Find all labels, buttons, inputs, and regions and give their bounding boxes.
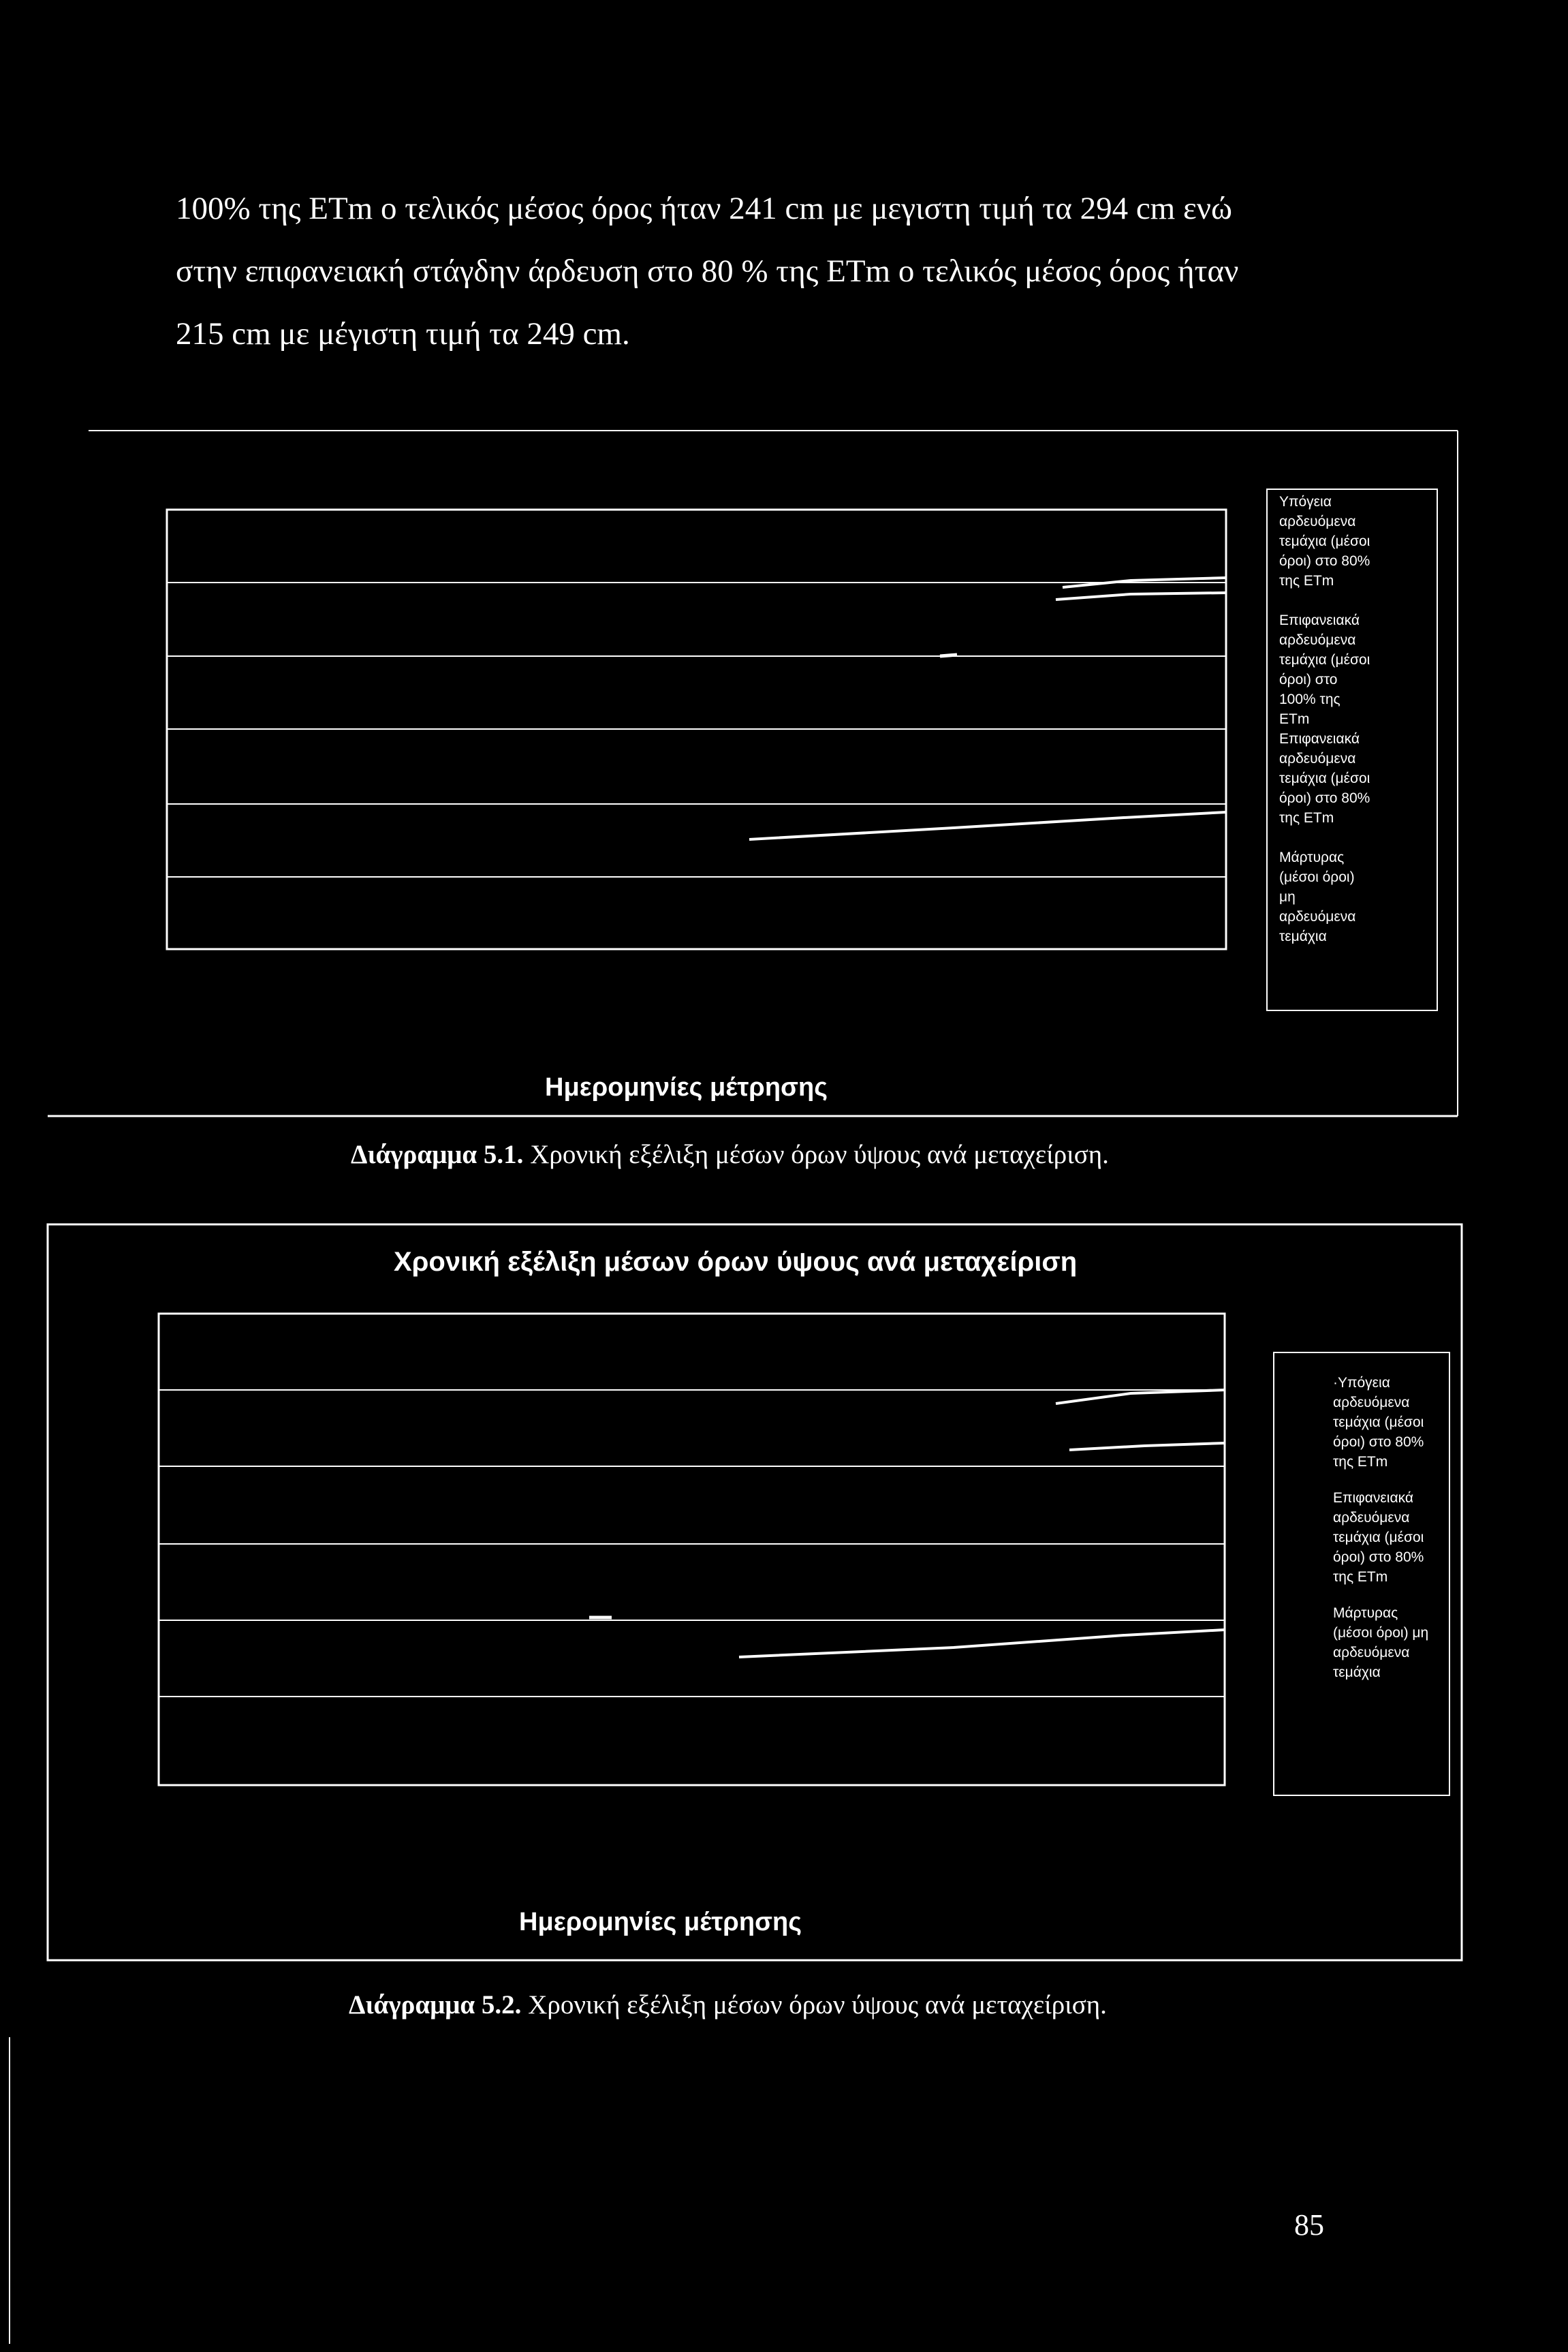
- fig1-x-axis-label: Ημερομηνίες μέτρησης: [545, 1073, 828, 1102]
- page-number: 85: [1294, 2208, 1324, 2242]
- fig2-legend-entry-3: Μάρτυρας (μέσοι όροι) μη αρδευόμενα τεμάχια: [1333, 1605, 1429, 1680]
- fig2-legend-entry-2: Επιφανειακά αρδευόμενα τεμάχια (μέσοι όροι) στο 80% της ETm: [1333, 1490, 1424, 1585]
- figure-2-caption: [349, 1990, 1107, 2020]
- fig2-plot-area: [159, 1314, 1225, 1785]
- fig2-frame: [48, 1224, 1462, 1960]
- fig1-legend-entry-4: Μάρτυρας (μέσοι όροι) μη αρδευόμενα τεμάχια: [1279, 850, 1356, 944]
- figure-1-caption-text: Χρονική εξέλιξη μέσων όρων ύψους ανά μεταχείριση.: [523, 1140, 1109, 1169]
- figure-1-caption-label: Διάγραμμα 5.1.: [351, 1140, 524, 1169]
- fig2-series-control: [739, 1630, 1225, 1657]
- fig2-legend: [1333, 1373, 1445, 1682]
- fig2-x-axis-label: Ημερομηνίες μέτρησης: [519, 1908, 802, 1936]
- fig1-legend-entry-2: Επιφανειακά αρδευόμενα τεμάχια (μέσοι όροι) στο 100% της ETm: [1279, 613, 1370, 727]
- fig2-legend-entry-1: ·Υπόγεια αρδευόμενα τεμάχια (μέσοι όροι) στο 80% της ETm: [1333, 1375, 1424, 1470]
- figure-2-caption-text: Χρονική εξέλιξη μέσων όρων ύψους ανά μεταχείριση.: [521, 1990, 1107, 2020]
- fig1-legend-entry-3: Επιφανειακά αρδευόμενα τεμάχια (μέσοι όροι) στο 80% της ETm: [1279, 731, 1370, 826]
- figure-2-caption-label: Διάγραμμα 5.2.: [349, 1990, 522, 2020]
- paragraph-line-1: 100% της ETm ο τελικός μέσος όρος ήταν 241 cm με μεγιστη τιμή τα 294 cm ενώ: [176, 191, 1232, 226]
- fig2-chart-title: Χρονική εξέλιξη μέσων όρων ύψους ανά μεταχείριση: [394, 1247, 1078, 1277]
- paragraph-line-3: 215 cm με μέγιστη τιμή τα 249 cm.: [176, 316, 630, 352]
- fig2-series-subsurface-80: [1056, 1390, 1225, 1404]
- fig1-legend-entry-1: Υπόγεια αρδευόμενα τεμάχια (μέσοι όροι) στο 80% της ETm: [1279, 494, 1370, 589]
- fig2-series-surface-80: [1069, 1443, 1225, 1450]
- paragraph-line-2: στην επιφανειακή στάγδην άρδευση στο 80 % της ETm ο τελικός μέσος όρος ήταν: [176, 253, 1239, 289]
